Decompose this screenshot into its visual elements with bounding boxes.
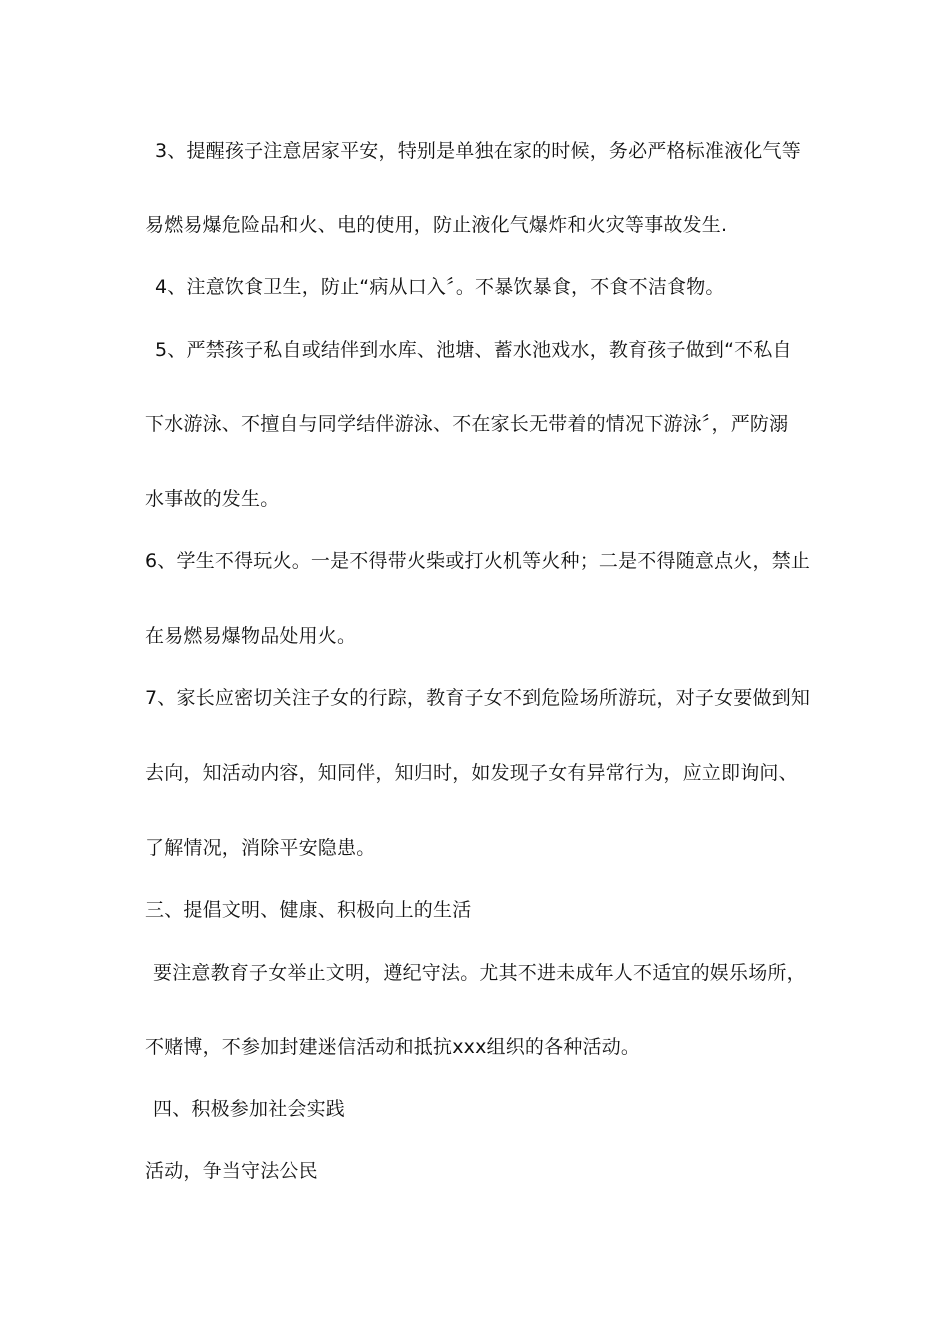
paragraph-line: 3、提醒孩子注意居家平安，特别是单独在家的时候，务必严格标准液化气等 — [155, 140, 801, 162]
paragraph-line: 在易燃易爆物品处用火。 — [145, 625, 357, 647]
paragraph-line: 要注意教育子女举止文明，遵纪守法。尤其不进未成年人不适宜的娱乐场所， — [153, 962, 806, 984]
paragraph-line: 4、注意饮食卫生，防止“病从口入〞。不暴饮暴食，不食不洁食物。 — [155, 276, 725, 298]
paragraph-line: 去向，知活动内容，知同伴，知归时，如发现子女有异常行为，应立即询问、 — [145, 762, 798, 784]
paragraph-line: 活动，争当守法公民 — [145, 1160, 318, 1182]
paragraph-line: 5、严禁孩子私自或结伴到水库、池塘、蓄水池戏水，教育孩子做到“不私自 — [155, 339, 792, 361]
paragraph-line: 下水游泳、不擅自与同学结伴游泳、不在家长无带着的情况下游泳〞，严防溺 — [145, 413, 789, 435]
paragraph-line: 6、学生不得玩火。一是不得带火柴或打火机等火种；二是不得随意点火，禁止 — [145, 550, 811, 572]
paragraph-line: 了解情况，消除平安隐患。 — [145, 837, 376, 859]
section-heading: 三、提倡文明、健康、积极向上的生活 — [145, 899, 472, 921]
paragraph-line: 不赌博，不参加封建迷信活动和抵抗xxx组织的各种活动。 — [145, 1036, 641, 1058]
paragraph-line: 7、家长应密切关注子女的行踪，教育子女不到危险场所游玩，对子女要做到知 — [145, 687, 811, 709]
paragraph-line: 水事故的发生。 — [145, 488, 280, 510]
section-heading: 四、积极参加社会实践 — [153, 1098, 346, 1120]
paragraph-line: 易燃易爆危险品和火、电的使用，防止液化气爆炸和火灾等事故发生. — [145, 214, 728, 236]
